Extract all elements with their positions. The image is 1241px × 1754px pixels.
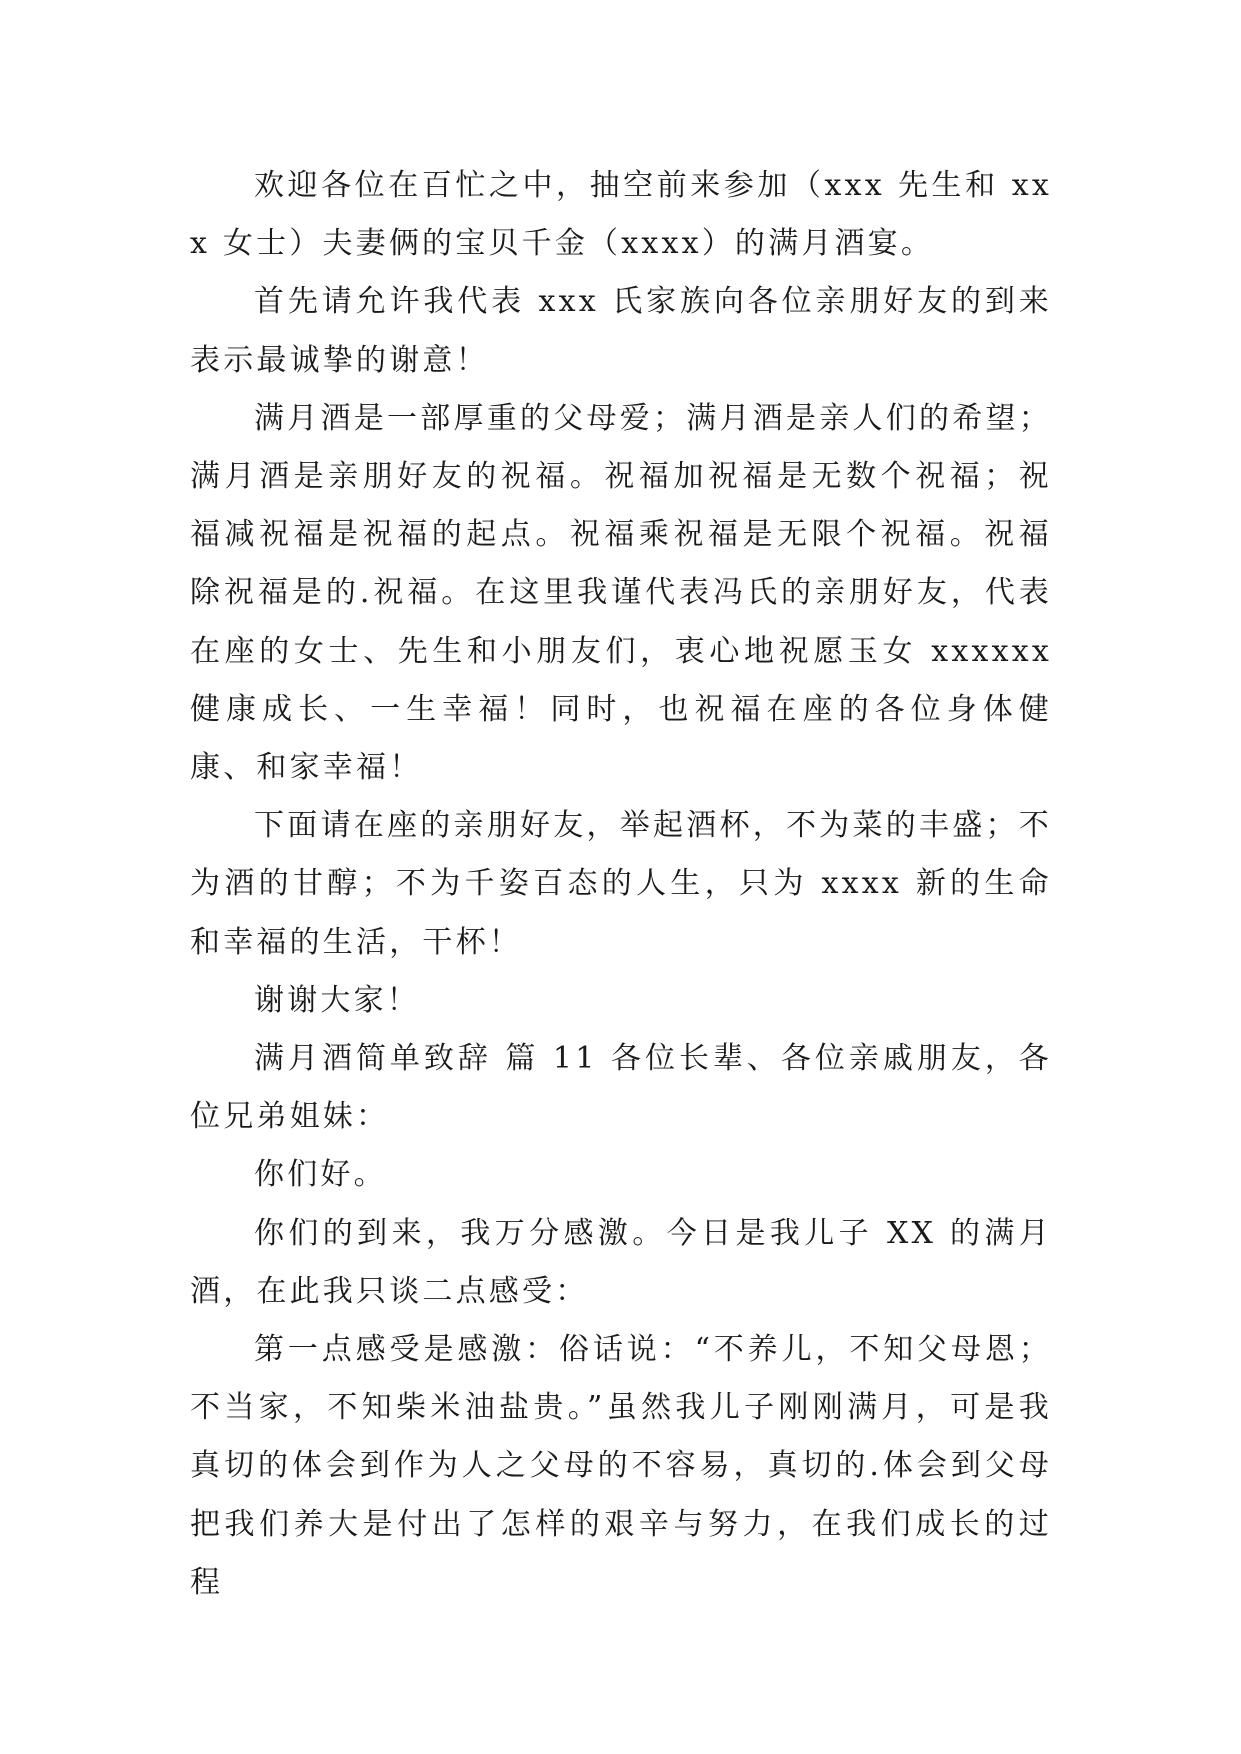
paragraph-blessing: 满月酒是一部厚重的父母爱；满月酒是亲人们的希望；满月酒是亲朋好友的祝福。祝福加祝福是无数个祝福；祝福减祝福是祝福的起点。祝福乘祝福是无限个祝福。祝福除祝福是的.祝福。在这里我谨代表冯氏的亲朋好友，代表在座的女士、先生和小朋友们，衷心地祝愿玉女 xxxxxx 健康成长、一生幸福！同时，也祝福在座的各位身体健康、和家幸福！: [190, 400, 1052, 786]
paragraph-gratitude: 你们的到来，我万分感激。今日是我儿子 XX 的满月酒，在此我只谈二点感受：: [190, 1215, 1052, 1309]
paragraph-greeting: 你们好。: [254, 1157, 387, 1193]
paragraph-thanks: 首先请允许我代表 xxx 氏家族向各位亲朋好友的到来表示最诚挚的谢意！: [190, 284, 1052, 378]
paragraph-thank-you: 谢谢大家！: [254, 982, 420, 1018]
paragraph-toast: 下面请在座的亲朋好友，举起酒杯，不为菜的丰盛；不为酒的甘醇；不为千姿百态的人生，只为 xxxx 新的生命和幸福的生活，干杯！: [190, 808, 1052, 960]
paragraph-speech-heading: 满月酒简单致辞 篇 11 各位长辈、各位亲戚朋友，各位兄弟姐妹：: [190, 1041, 1052, 1135]
document-body: [190, 157, 1052, 1612]
paragraph-first-feeling: 第一点感受是感激：俗话说：“不养儿，不知父母恩；不当家，不知柴米油盐贵。”虽然我儿子刚刚满月，可是我真切的体会到作为人之父母的不容易，真切的.体会到父母把我们养大是付出了怎样的艰辛与努力，在我们成长的过程: [190, 1332, 1052, 1600]
paragraph-welcome: 欢迎各位在百忙之中，抽空前来参加（xxx 先生和 xxx 女士）夫妻俩的宝贝千金（xxxx）的满月酒宴。: [190, 168, 1052, 262]
